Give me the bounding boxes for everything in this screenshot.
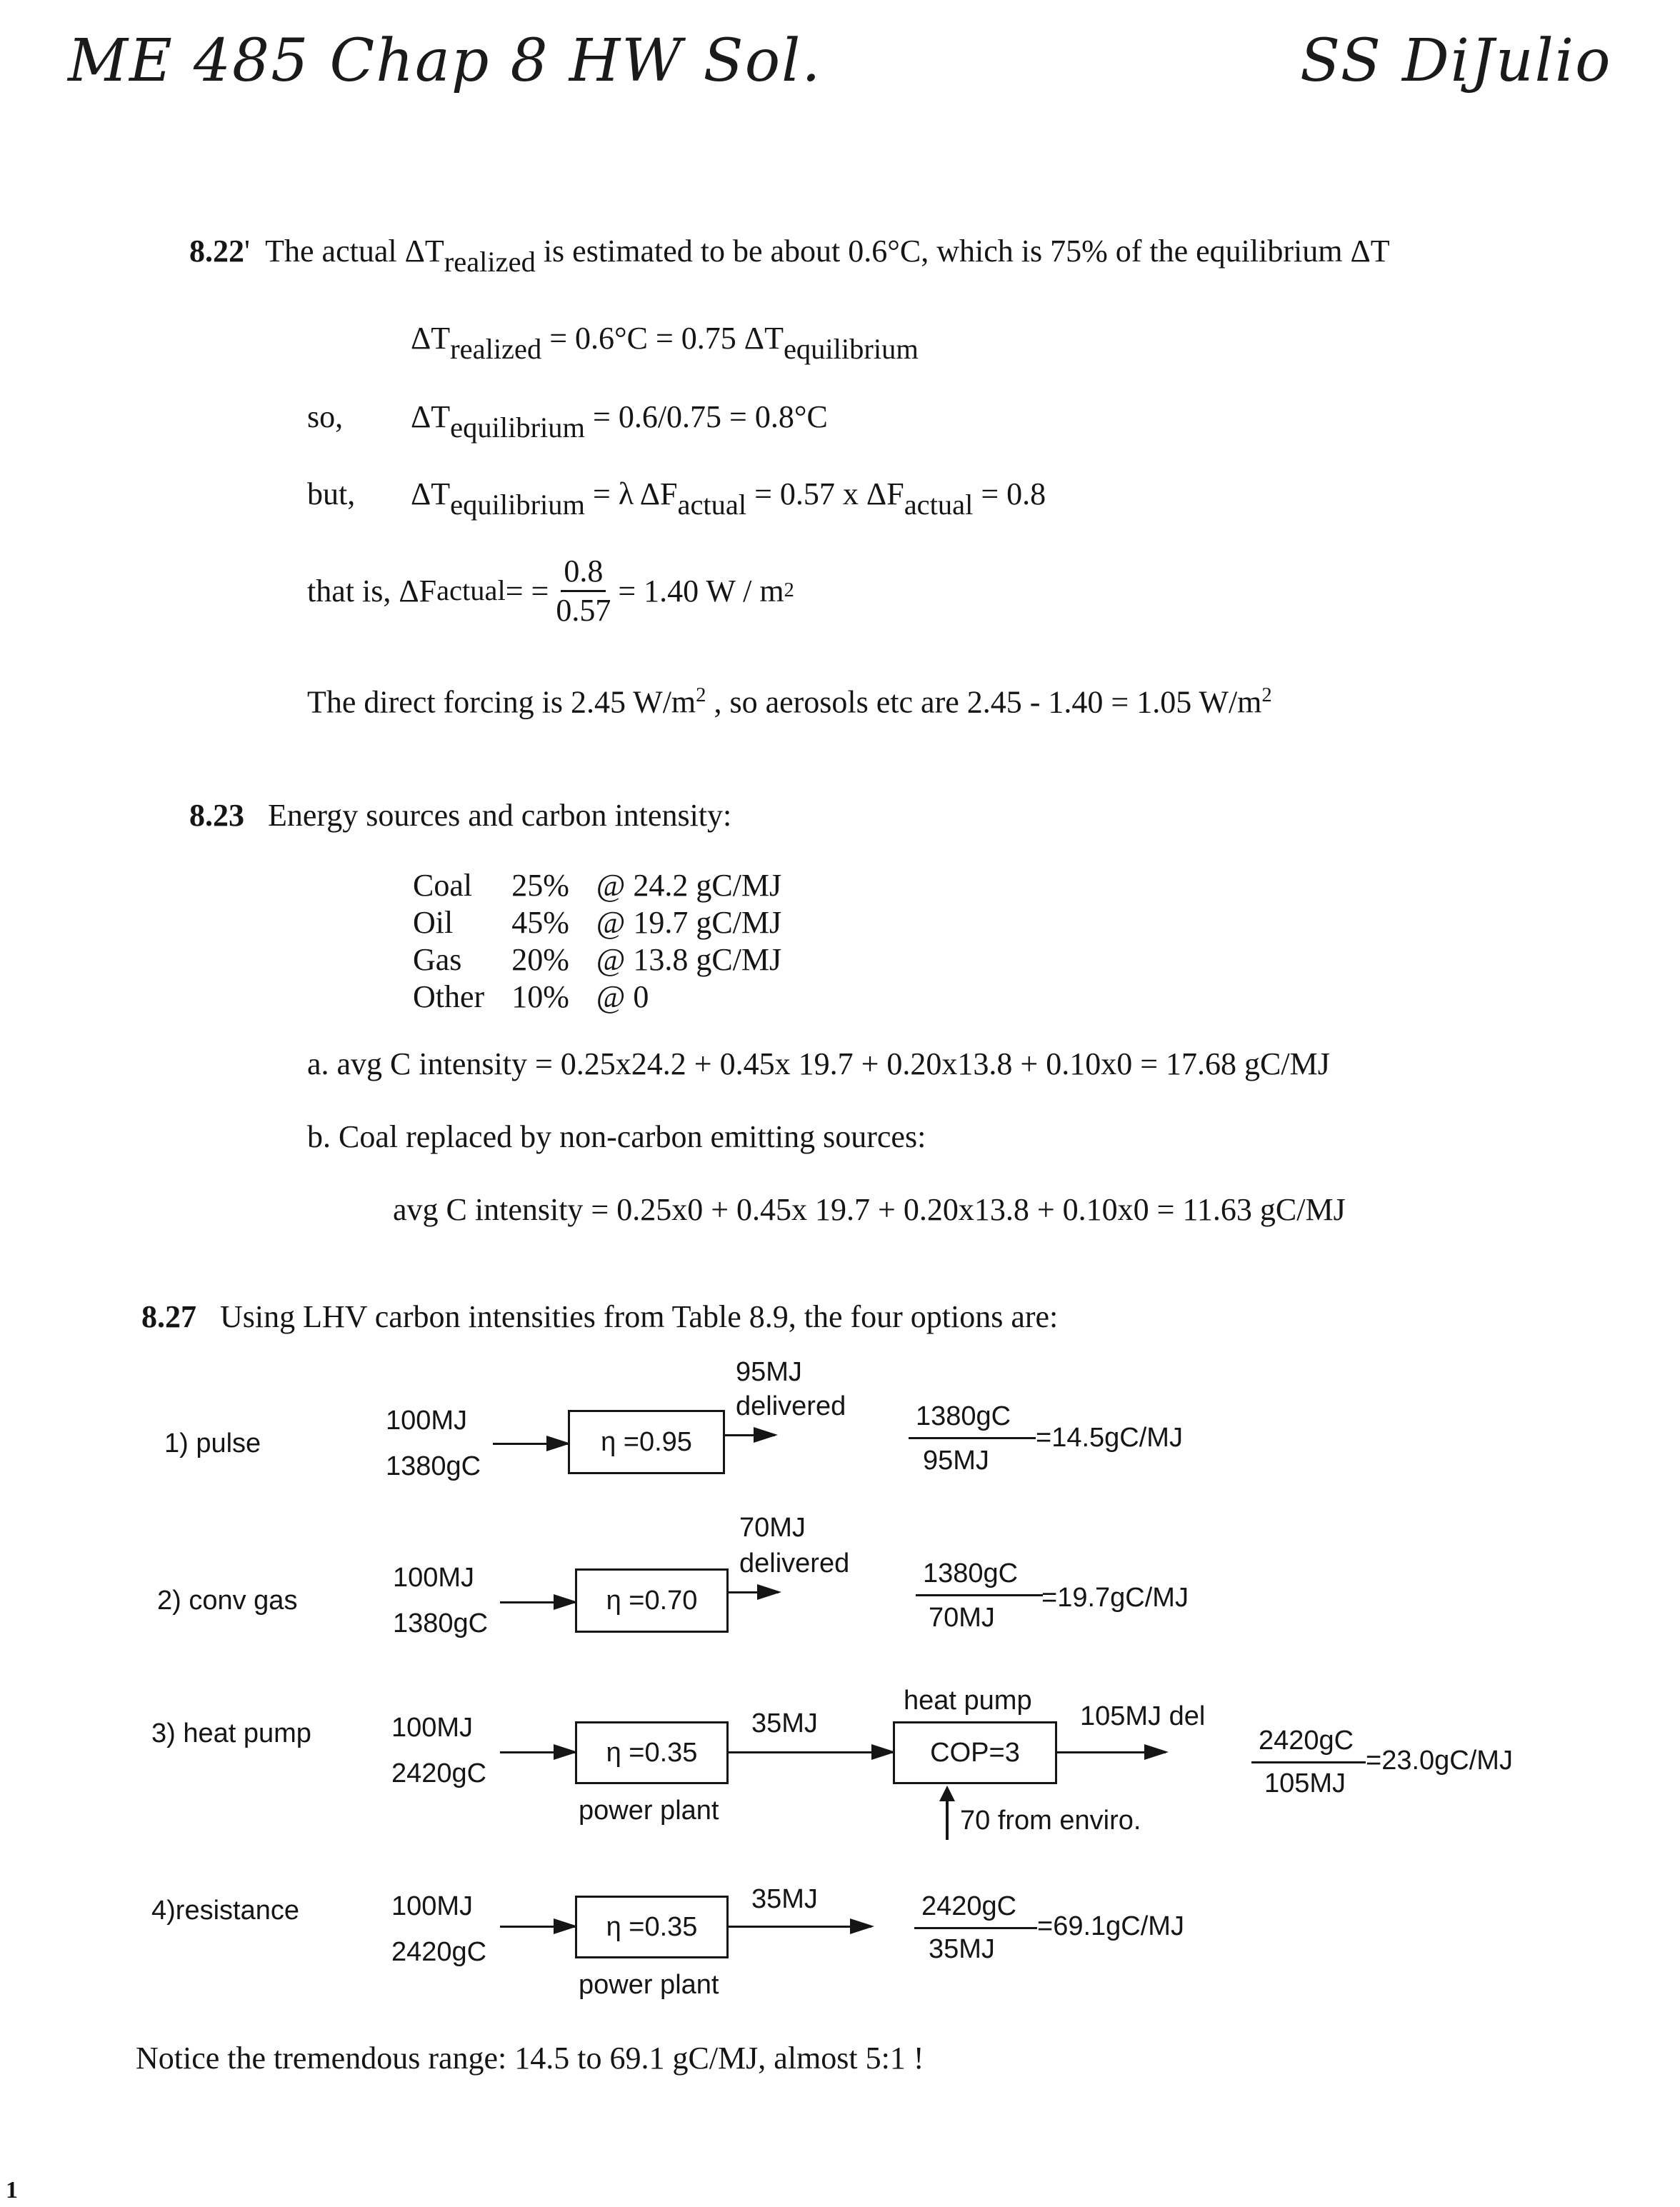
- input-carbon: 1380gC: [386, 1451, 481, 1481]
- page-mark: 1: [6, 2177, 18, 2203]
- equation-realized: $\Delta T_{realized} = 0.6^\circ C = 0.75$ $\Delta T_{equilibrium}$: [411, 321, 919, 366]
- arrow-right-icon: [500, 1926, 575, 1928]
- efficiency-box: η =0.35: [575, 1896, 729, 1958]
- delivered-label: delivered: [736, 1391, 846, 1421]
- energy-sources-table: [413, 867, 809, 1016]
- fraction-numerator: 2420gC: [921, 1891, 1017, 1921]
- fraction-denominator: 70MJ: [929, 1603, 995, 1633]
- fraction-bar: [914, 1927, 1037, 1929]
- arrow-right-icon: [500, 1601, 575, 1603]
- delivered-label: delivered: [739, 1548, 850, 1578]
- table-row: Oil 45% @ 19.7 gC/MJ: [413, 905, 782, 940]
- equation-equilibrium: $\Delta T_{equilibrium} = 0.6/0.75 = 0.8^\circ C$: [411, 399, 828, 444]
- part-a-average: a. avg C intensity = 0.25x24.2 + 0.45x 19.7 + 0.20x13.8 + 0.10x0 = 17.68 gC/MJ: [307, 1046, 1330, 1081]
- arrow-right-icon: [729, 1591, 779, 1593]
- power-plant-label: power plant: [579, 1796, 719, 1826]
- fraction-numerator: 2420gC: [1259, 1726, 1354, 1756]
- heat-pump-box: COP=3: [893, 1721, 1057, 1784]
- result-intensity: =69.1gC/MJ: [1037, 1911, 1184, 1941]
- arrow-right-icon: [1057, 1751, 1166, 1753]
- fraction-denominator: 105MJ: [1264, 1768, 1346, 1798]
- arrow-right-icon: [725, 1434, 775, 1436]
- problem-number: 8.23: [189, 798, 244, 833]
- part-b-average: avg C intensity = 0.25x0 + 0.45x 19.7 + 0.20x13.8 + 0.10x0 = 11.63 gC/MJ: [393, 1192, 1346, 1227]
- fraction-numerator: 1380gC: [923, 1558, 1019, 1588]
- intermediate-energy: 35MJ: [751, 1708, 818, 1738]
- input-carbon: 2420gC: [391, 1937, 487, 1967]
- result-intensity: =23.0gC/MJ: [1366, 1746, 1513, 1776]
- intermediate-energy: 35MJ: [751, 1884, 818, 1914]
- fraction-numerator: 1380gC: [916, 1401, 1011, 1431]
- equation-lambda: $\Delta T_{equilibrium} = \lambda$ $\Delta F_{actual} = 0.57$ x $\Delta F_{actual} = 0.8$: [411, 476, 1046, 521]
- arrow-right-icon: [729, 1926, 871, 1928]
- handwritten-author: SS DiJulio: [1300, 27, 1612, 95]
- arrow-right-icon: [500, 1751, 575, 1753]
- conclusion-note: Notice the tremendous range: 14.5 to 69.1 gC/MJ, almost 5:1 !: [136, 2041, 924, 2076]
- fraction-denominator: 95MJ: [923, 1446, 989, 1476]
- problem-8-27-intro: 8.27 Using LHV carbon intensities from Table 8.9, the four options are:: [141, 1299, 1059, 1334]
- problem-8-22-intro: 8.22' The actual $\Delta T_{realized}$ is estimated to be about 0.6°C, which is 75% of the equilibrium ΔT: [189, 234, 1390, 279]
- efficiency-box: η =0.70: [575, 1568, 729, 1633]
- option-resistance-label: 4)resistance: [151, 1896, 299, 1926]
- handwritten-title: ME 485 Chap 8 HW Sol.: [68, 27, 822, 95]
- option-conv-gas-label: 2) conv gas: [157, 1586, 298, 1616]
- power-plant-label: power plant: [579, 1970, 719, 2000]
- heat-pump-output: 105MJ del: [1080, 1701, 1206, 1731]
- arrow-right-icon: [729, 1751, 893, 1753]
- input-energy: 100MJ: [391, 1713, 474, 1743]
- label-but: but,: [307, 476, 356, 511]
- fraction-bar: [916, 1594, 1043, 1596]
- arrow-up-icon: [946, 1798, 949, 1840]
- direct-forcing-statement: The direct forcing is 2.45 $W/m^2$ , so aerosols etc are 2.45 - 1.40 = 1.05 $W/m^2$: [307, 684, 1272, 720]
- label-so: so,: [307, 399, 344, 434]
- table-row: Other 10% @ 0: [413, 979, 649, 1014]
- input-energy: 100MJ: [391, 1891, 474, 1921]
- result-intensity: =19.7gC/MJ: [1041, 1583, 1189, 1613]
- result-intensity: =14.5gC/MJ: [1036, 1423, 1183, 1453]
- input-carbon: 1380gC: [393, 1608, 489, 1638]
- efficiency-box: η =0.95: [568, 1410, 725, 1474]
- table-row: Gas 20% @ 13.8 gC/MJ: [413, 942, 782, 977]
- fraction-bar: [1251, 1761, 1366, 1763]
- input-energy: 100MJ: [386, 1406, 468, 1436]
- fraction-bar: [909, 1437, 1036, 1439]
- input-energy: 100MJ: [393, 1563, 475, 1593]
- fraction: $\frac{0.8}{0.57}$: [556, 554, 611, 628]
- table-row: Coal 25% @ 24.2 gC/MJ: [413, 868, 782, 903]
- input-carbon: 2420gC: [391, 1758, 487, 1788]
- fraction-denominator: 35MJ: [929, 1934, 995, 1964]
- equation-forcing-actual: that is, ΔF actual = = $\frac{0.8}{0.57}$ = 1.40 W / m 2: [307, 554, 794, 628]
- problem-number: 8.27: [141, 1299, 196, 1334]
- problem-8-23-intro: 8.23 Energy sources and carbon intensity:: [189, 798, 732, 833]
- arrow-right-icon: [493, 1443, 568, 1445]
- part-b-heading: b. Coal replaced by non-carbon emitting sources:: [307, 1119, 926, 1154]
- option-pulse-label: 1) pulse: [164, 1428, 261, 1458]
- efficiency-box: η =0.35: [575, 1721, 729, 1784]
- heat-pump-title: heat pump: [904, 1686, 1032, 1716]
- delivered-energy: 95MJ: [736, 1357, 802, 1387]
- option-heat-pump-label: 3) heat pump: [151, 1718, 311, 1748]
- problem-number: 8.22: [189, 234, 244, 269]
- delivered-energy: 70MJ: [739, 1513, 806, 1543]
- environment-input: 70 from enviro.: [960, 1806, 1141, 1836]
